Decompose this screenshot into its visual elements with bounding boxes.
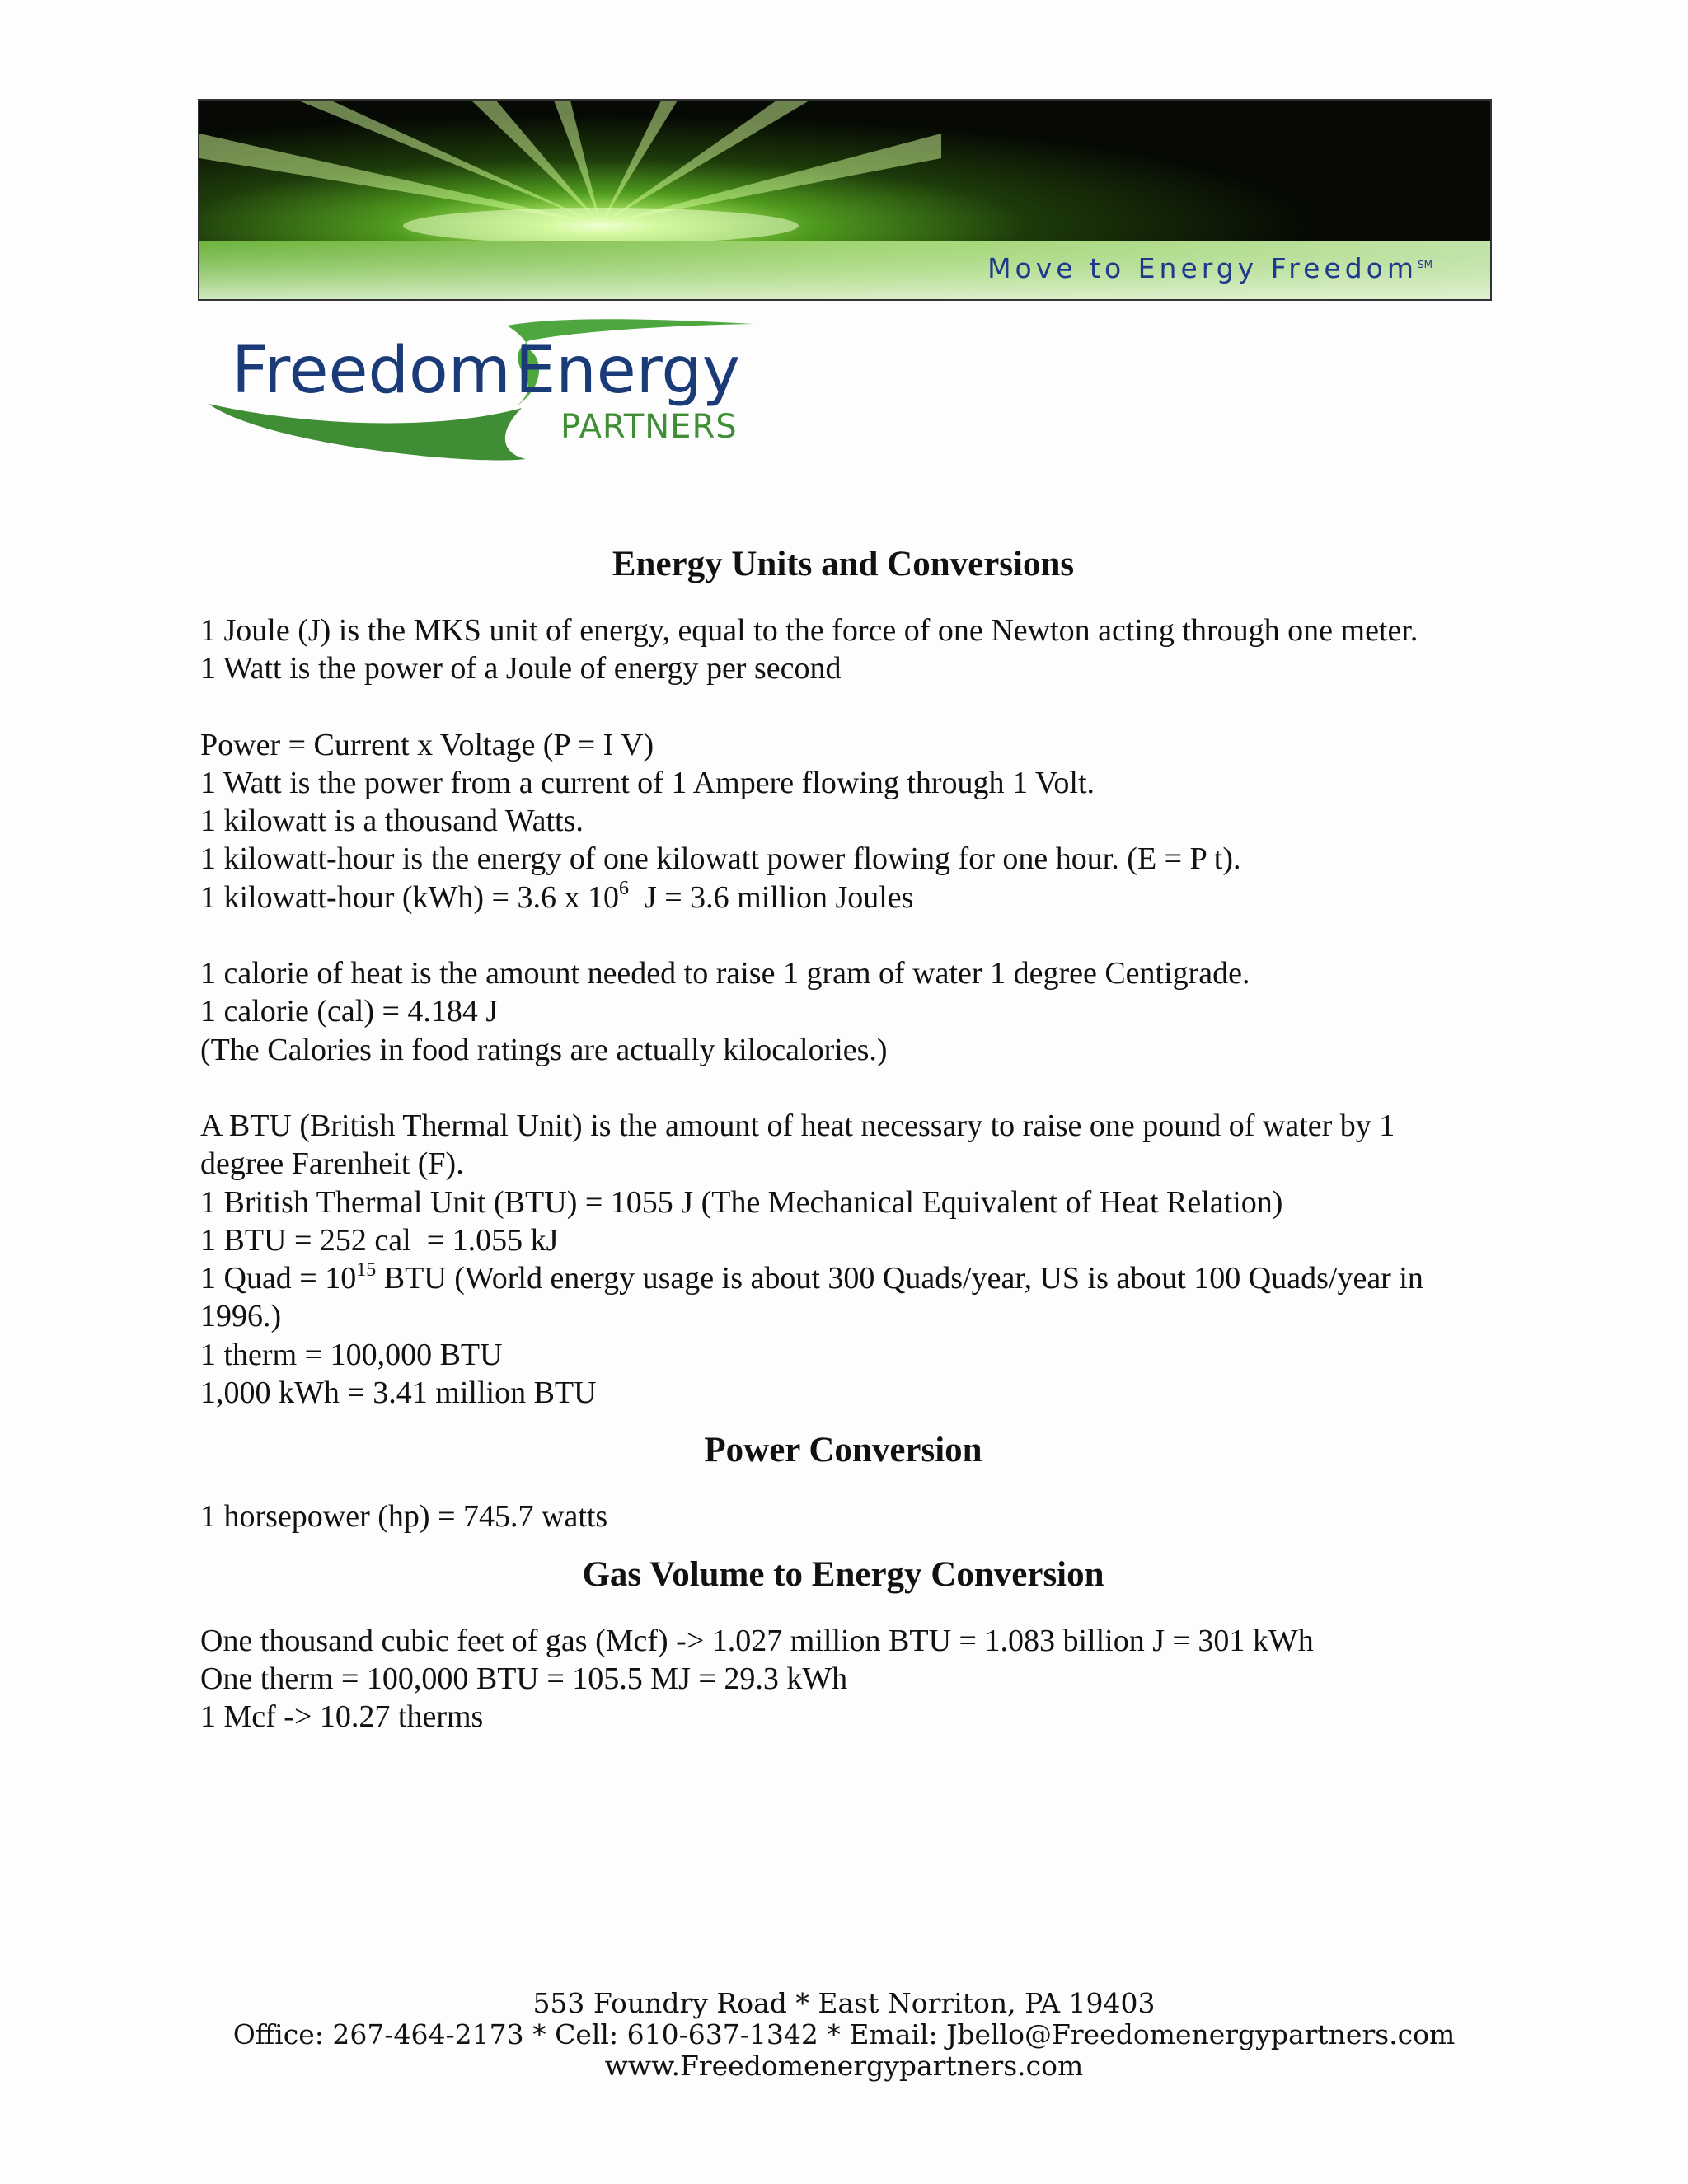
kilowatt-line: 1 kilowatt is a thousand Watts. (200, 804, 584, 839)
footer-contact: Office: 267-464-2173 * Cell: 610-637-1342 * Email: Jbello@Freedomenergypartners.com (232, 2018, 1456, 2050)
section-title-energy: Energy Units and Conversions (612, 545, 1075, 583)
footer-website: www.Freedomenergypartners.com (604, 2050, 1084, 2082)
footer (0, 1988, 1688, 2082)
company-logo (200, 309, 761, 462)
kwh-btu-line: 1,000 kWh = 3.41 million BTU (200, 1376, 597, 1411)
logo-word-partners: PARTNERS (560, 408, 738, 446)
calorie-note: (The Calories in food ratings are actually kilocalories.) (200, 1032, 888, 1067)
kwh-definition: 1 kilowatt-hour is the energy of one kilowatt power flowing for one hour. (E = P t). (200, 841, 1241, 877)
kwh-equation: 1 kilowatt-hour (kWh) = 3.6 x $10^6$ J = 3.6 million Joules (200, 878, 914, 915)
watt-definition: 1 Watt is the power of a Joule of energy per second (200, 651, 842, 687)
section-title-gas: Gas Volume to Energy Conversion (582, 1554, 1104, 1594)
section-title-power: Power Conversion (704, 1431, 982, 1470)
btu-equation: 1 British Thermal Unit (BTU) = 1055 J (The Mechanical Equivalent of Heat Relation) (200, 1184, 1283, 1220)
joule-definition: 1 Joule (J) is the MKS unit of energy, equal to the force of one Newton acting through one meter. (200, 613, 1418, 648)
footer-address: 553 Foundry Road * East Norriton, PA 19403 (532, 1987, 1156, 2019)
quad-line: 1 Quad = $10^{15}$ BTU (World energy usage is about 300 Quads/year, US is about 100 Quads/year in 1996.) (200, 1258, 1423, 1334)
power-equation: Power = Current x Voltage (P = I V) (200, 727, 654, 762)
therm-equation: One therm = 100,000 BTU = 105.5 MJ = 29.3 kWh (200, 1661, 848, 1696)
calorie-equation: 1 calorie (cal) = 4.184 J (200, 994, 499, 1029)
btu-definition: A BTU (British Thermal Unit) is the amount of heat necessary to raise one pound of water by 1 degree Farenheit (F). (200, 1108, 1395, 1182)
therm-line: 1 therm = 100,000 BTU (200, 1337, 503, 1372)
watt-power-line: 1 Watt is the power from a current of 1 Ampere flowing through 1 Volt. (200, 765, 1095, 800)
logo-word-energy: Energy (515, 334, 741, 408)
banner-tagline: Move to Energy Freedom℠ (987, 252, 1432, 284)
header-banner (198, 99, 1492, 301)
calorie-definition: 1 calorie of heat is the amount needed to raise 1 gram of water 1 degree Centigrade. (200, 956, 1250, 991)
mcf-therms-line: 1 Mcf -> 10.27 therms (200, 1699, 484, 1735)
btu-calorie-line: 1 BTU = 252 cal = 1.055 kJ (200, 1222, 559, 1258)
mcf-line: One thousand cubic feet of gas (Mcf) -> 1.027 million BTU = 1.083 billion J = 301 kWh (200, 1623, 1314, 1658)
document-body (200, 536, 1486, 1736)
logo-word-freedom: Freedom (232, 334, 511, 408)
horsepower-line: 1 horsepower (hp) = 745.7 watts (200, 1499, 608, 1535)
